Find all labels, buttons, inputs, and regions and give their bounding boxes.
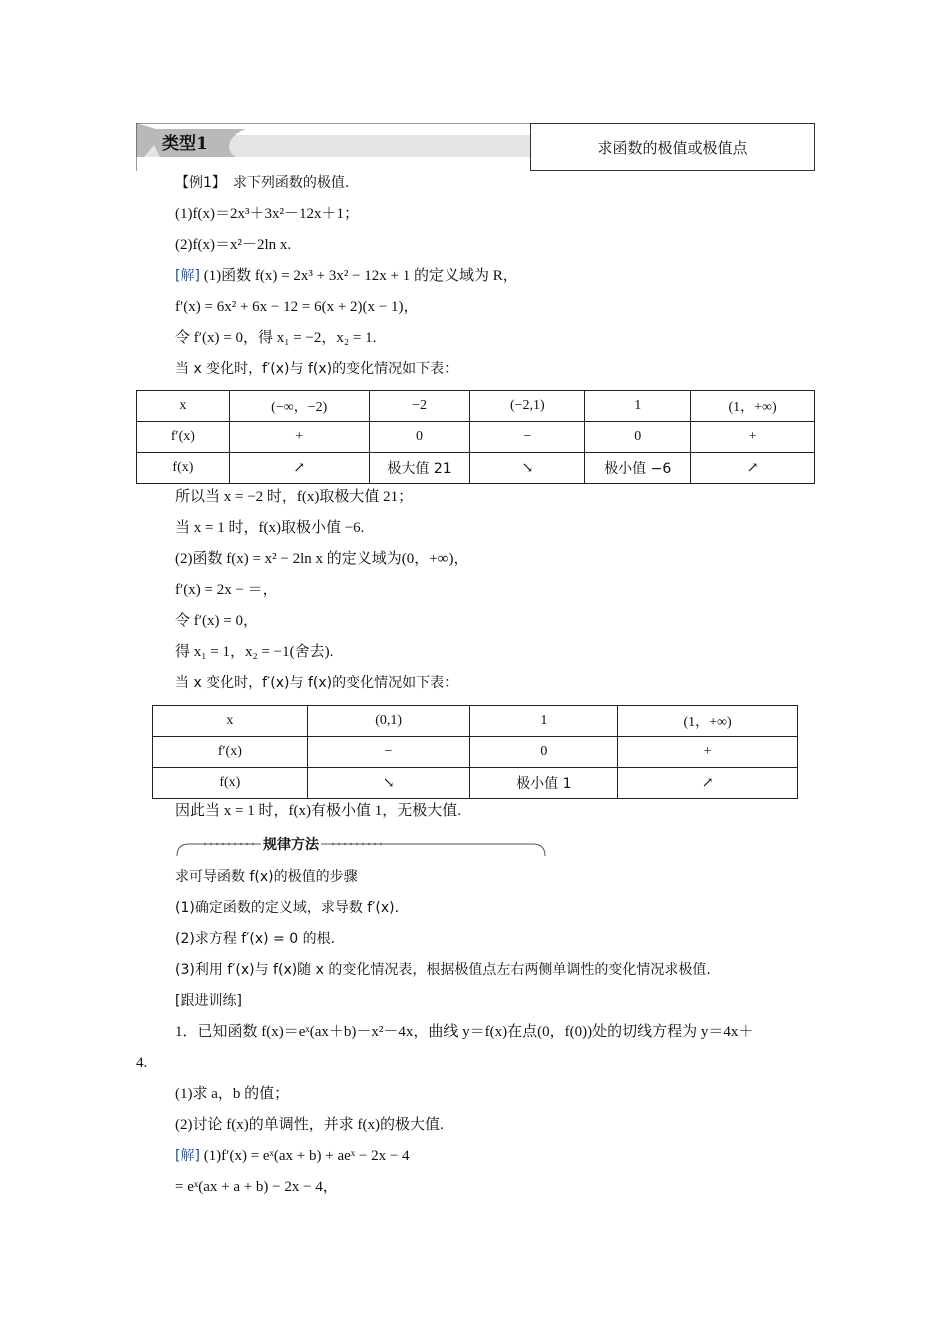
follow-up-heading: [跟进训练] xyxy=(175,993,242,1009)
table-cell: − xyxy=(307,737,470,768)
table-cell: ↗ xyxy=(229,453,369,484)
example-q2: (2)f(x)＝x²－2ln x. xyxy=(175,237,292,253)
solution-line-10: 得 x₁ = 1，x₂ = −1(舍去). xyxy=(175,644,334,660)
table-cell: 极大值 21 xyxy=(369,453,470,484)
solution-text: (1)函数 f(x) = 2x³ + 3x² − 12x + 1 的定义域为 R， xyxy=(203,268,518,284)
table-cell: ↘ xyxy=(470,453,585,484)
table-row xyxy=(137,453,815,484)
problem-1-solution-2: = eˣ(ax + a + b) − 2x − 4， xyxy=(175,1179,338,1195)
solution-line-1 xyxy=(175,266,518,286)
solution-line-3: 令 f′(x) = 0，得 x₁ = −2，x₂ = 1. xyxy=(175,330,377,346)
solution-line-2: f′(x) = 6x² + 6x − 12 = 6(x + 2)(x − 1)， xyxy=(175,299,419,315)
table-cell: + xyxy=(229,422,369,453)
solution-line-5: 所以当 x = −2 时，f(x)取极大值 21； xyxy=(175,489,414,505)
table-cell: 1 xyxy=(470,706,618,737)
table-cell: 1 xyxy=(585,391,691,422)
table-cell: (−∞，−2) xyxy=(229,391,369,422)
method-banner-frame xyxy=(175,834,547,858)
method-line-1: 求可导函数 f(x)的极值的步骤 xyxy=(175,869,358,885)
table-row xyxy=(153,768,798,799)
variation-table-1 xyxy=(136,390,815,484)
table-cell: x xyxy=(137,391,230,422)
table-cell: (1，+∞) xyxy=(691,391,815,422)
solution-tag: [解] xyxy=(175,1148,200,1164)
solution-line-7: (2)函数 f(x) = x² − 2ln x 的定义域为(0，+∞)， xyxy=(175,551,469,567)
section-title: 求函数的极值或极值点 xyxy=(530,123,815,171)
table-cell: f(x) xyxy=(137,453,230,484)
table-cell: ↘ xyxy=(307,768,470,799)
table-cell: x xyxy=(153,706,308,737)
method-banner xyxy=(175,834,547,858)
solution-line-9: 令 f′(x) = 0， xyxy=(175,613,258,629)
table-cell: − xyxy=(470,422,585,453)
variation-table-2 xyxy=(152,705,798,799)
table-cell: 极小值 1 xyxy=(470,768,618,799)
solution-text: (1)f′(x) = eˣ(ax + b) + aeˣ − 2x − 4 xyxy=(203,1148,410,1164)
table-cell: f(x) xyxy=(153,768,308,799)
solution-line-6: 当 x = 1 时，f(x)取极小值 −6. xyxy=(175,520,365,536)
method-line-4: (3)利用 f′(x)与 f(x)随 x 的变化情况表，根据极值点左右两侧单调性的变化情况求极值. xyxy=(175,962,711,978)
table-cell: (0,1) xyxy=(307,706,470,737)
section-header xyxy=(136,123,815,171)
method-line-2: (1)确定函数的定义域，求导数 f′(x). xyxy=(175,900,400,916)
solution-line-12: 因此当 x = 1 时，f(x)有极小值 1，无极大值. xyxy=(175,803,461,819)
problem-1-solution-1 xyxy=(175,1146,410,1166)
table-cell: 极小值 −6 xyxy=(585,453,691,484)
problem-1-continued: 4. xyxy=(136,1055,148,1071)
table-cell: 0 xyxy=(369,422,470,453)
table-cell: (1，+∞) xyxy=(618,706,798,737)
solution-line-4: 当 x 变化时，f′(x)与 f(x)的变化情况如下表： xyxy=(175,361,459,377)
problem-1: 1．已知函数 f(x)＝eˣ(ax＋b)－x²－4x，曲线 y＝f(x)在点(0，f(0))处的切线方程为 y＝4x＋ xyxy=(175,1024,754,1040)
method-line-3: (2)求方程 f′(x) = 0 的根. xyxy=(175,931,336,947)
solution-line-11: 当 x 变化时，f′(x)与 f(x)的变化情况如下表： xyxy=(175,675,459,691)
table-cell: 0 xyxy=(585,422,691,453)
table-row xyxy=(153,706,798,737)
table-cell: −2 xyxy=(369,391,470,422)
table-cell: f′(x) xyxy=(137,422,230,453)
table-cell: 0 xyxy=(470,737,618,768)
section-badge-label: 类型1 xyxy=(162,134,208,154)
table-cell: (−2,1) xyxy=(470,391,585,422)
problem-1-q1: (1)求 a，b 的值； xyxy=(175,1086,290,1102)
problem-1-q2: (2)讨论 f(x)的单调性，并求 f(x)的极大值. xyxy=(175,1117,444,1133)
table-row xyxy=(153,737,798,768)
table-cell: + xyxy=(691,422,815,453)
table-row xyxy=(137,391,815,422)
table-cell: ↗ xyxy=(691,453,815,484)
table-cell: ↗ xyxy=(618,768,798,799)
example-q1: (1)f(x)＝2x³＋3x²－12x＋1； xyxy=(175,206,359,222)
table-row xyxy=(137,422,815,453)
table-cell: f′(x) xyxy=(153,737,308,768)
solution-tag: [解] xyxy=(175,268,200,284)
method-label: 规律方法 xyxy=(261,834,321,854)
solution-line-8: f′(x) = 2x − ＝， xyxy=(175,582,278,598)
table-cell: + xyxy=(618,737,798,768)
example-heading: 【例1】 求下列函数的极值. xyxy=(175,175,350,191)
